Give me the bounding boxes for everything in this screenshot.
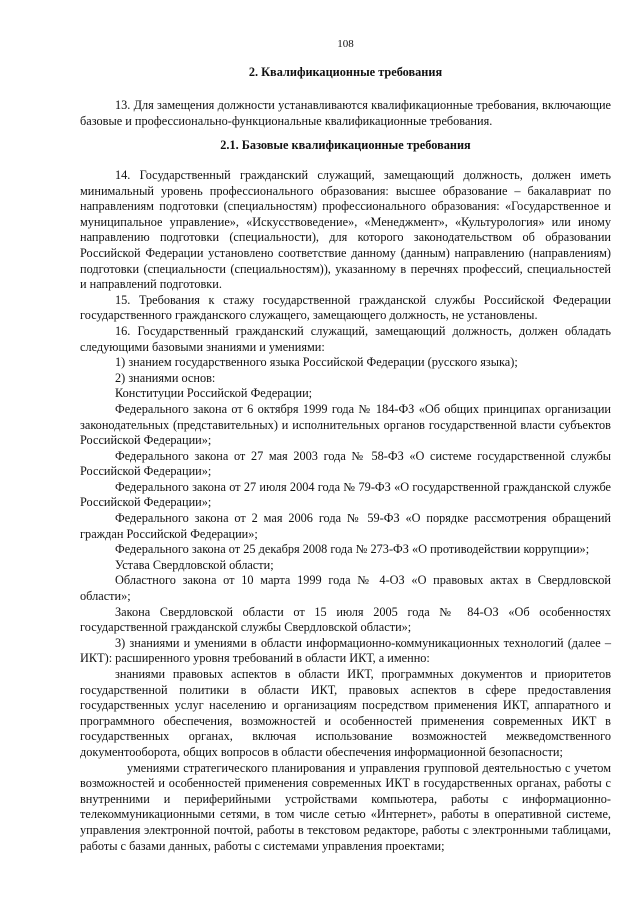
paragraph: 16. Государственный гражданский служащий, замещающий должность, должен обладать следующими базовыми знаниями и умениями:: [80, 323, 611, 354]
law-item: Закона Свердловской области от 15 июля 2005 года № 84-ОЗ «Об особенностях государственной гражданской службы Свердловской области»;: [80, 604, 611, 635]
body-block: [80, 168, 611, 854]
list-item: 1) знанием государственного языка Российской Федерации (русского языка);: [115, 355, 518, 370]
law-item: Федерального закона от 2 мая 2006 года № 59-ФЗ «О порядке рассмотрения обращений граждан Российской Федерации»;: [80, 511, 611, 541]
list-item: 2) знаниями основ:: [115, 370, 216, 385]
law-item: Областного закона от 10 марта 1999 года № 4-ОЗ «О правовых актах в Свердловской области»;: [80, 573, 611, 604]
law-item: Федерального закона от 27 июля 2004 года № 79-ФЗ «О государственной гражданской службе Российской Федерации»;: [80, 479, 611, 510]
paragraph: 15. Требования к стажу государственной гражданской службы Российской Федерации государственного гражданского служащего, замещающего должность, не установлены.: [80, 292, 611, 323]
intro-block: [80, 98, 611, 129]
law-item: Федерального закона от 27 мая 2003 года № 58-ФЗ «О системе государственной службы Российской Федерации»;: [80, 448, 611, 479]
ict-knowledge: знаниями правовых аспектов в области ИКТ, программных документов и приоритетов государственной политики в области ИКТ, правовых аспектов в сфере предоставления государственных услуг населению и организациям посредством применения ИКТ, аппаратного и программного обеспечения, возможностей и особенностей применения современных ИКТ в государственных органах, включая использование возможностей межведомственного документооборота, общих вопросов в области обеспечения информационной безопасности;: [80, 667, 611, 759]
subsection-title: 2.1. Базовые квалификационные требования: [220, 138, 471, 152]
paragraph: 14. Государственный гражданский служащий, замещающий должность, должен иметь минимальный уровень профессионального образования: высшее образование – бакалавриат по направлениям подготовки (специальностям) профессионального образования: «Государственное и муниципальное управление», «Искусствоведение», «Менеджмент», «Культурология» или иному направлению подготовки (специальности), для которого законодательством об образовании Российской Федерации установлено соответствие данному (данным) направлению (направлениям) подготовки (специальности (специальностям)), указанному в перечнях профессий, специальностей и направлений подготовки.: [80, 168, 611, 292]
law-item: Конституции Российской Федерации;: [115, 386, 313, 401]
list-item: 3) знаниями и умениями в области информационно-коммуникационных технологий (далее – ИКТ): расширенного уровня требований в области ИКТ, а именно:: [80, 635, 611, 666]
ict-skills: умениями стратегического планирования и управления групповой деятельностью с учетом возможностей и особенностей применения современных ИКТ в государственных органах, работы с внутренними и периферийными устройствами компьютера, работы с информационно-телекоммуникационными сетями, в том числе сетью «Интернет», работы в оперативной системе, управления электронной почтой, работы в текстовом редакторе, работы с электронными таблицами, работы с базами данных, работы с системами управления проектами;: [80, 760, 611, 853]
page-number: 108: [337, 38, 354, 50]
document-page: [80, 0, 611, 905]
paragraph-13: 13. Для замещения должности устанавливаются квалификационные требования, включающие базовые и профессионально-функциональные квалификационные требования.: [80, 98, 611, 128]
law-item: Устава Свердловской области;: [115, 557, 274, 572]
law-item: Федерального закона от 25 декабря 2008 года № 273-ФЗ «О противодействии коррупции»;: [115, 542, 590, 557]
section-title: 2. Квалификационные требования: [248, 65, 443, 79]
law-item: Федерального закона от 6 октября 1999 года № 184-ФЗ «Об общих принципах организации законодательных (представительных) и исполнительных органов государственной власти субъектов Российской Федерации»;: [80, 401, 611, 448]
